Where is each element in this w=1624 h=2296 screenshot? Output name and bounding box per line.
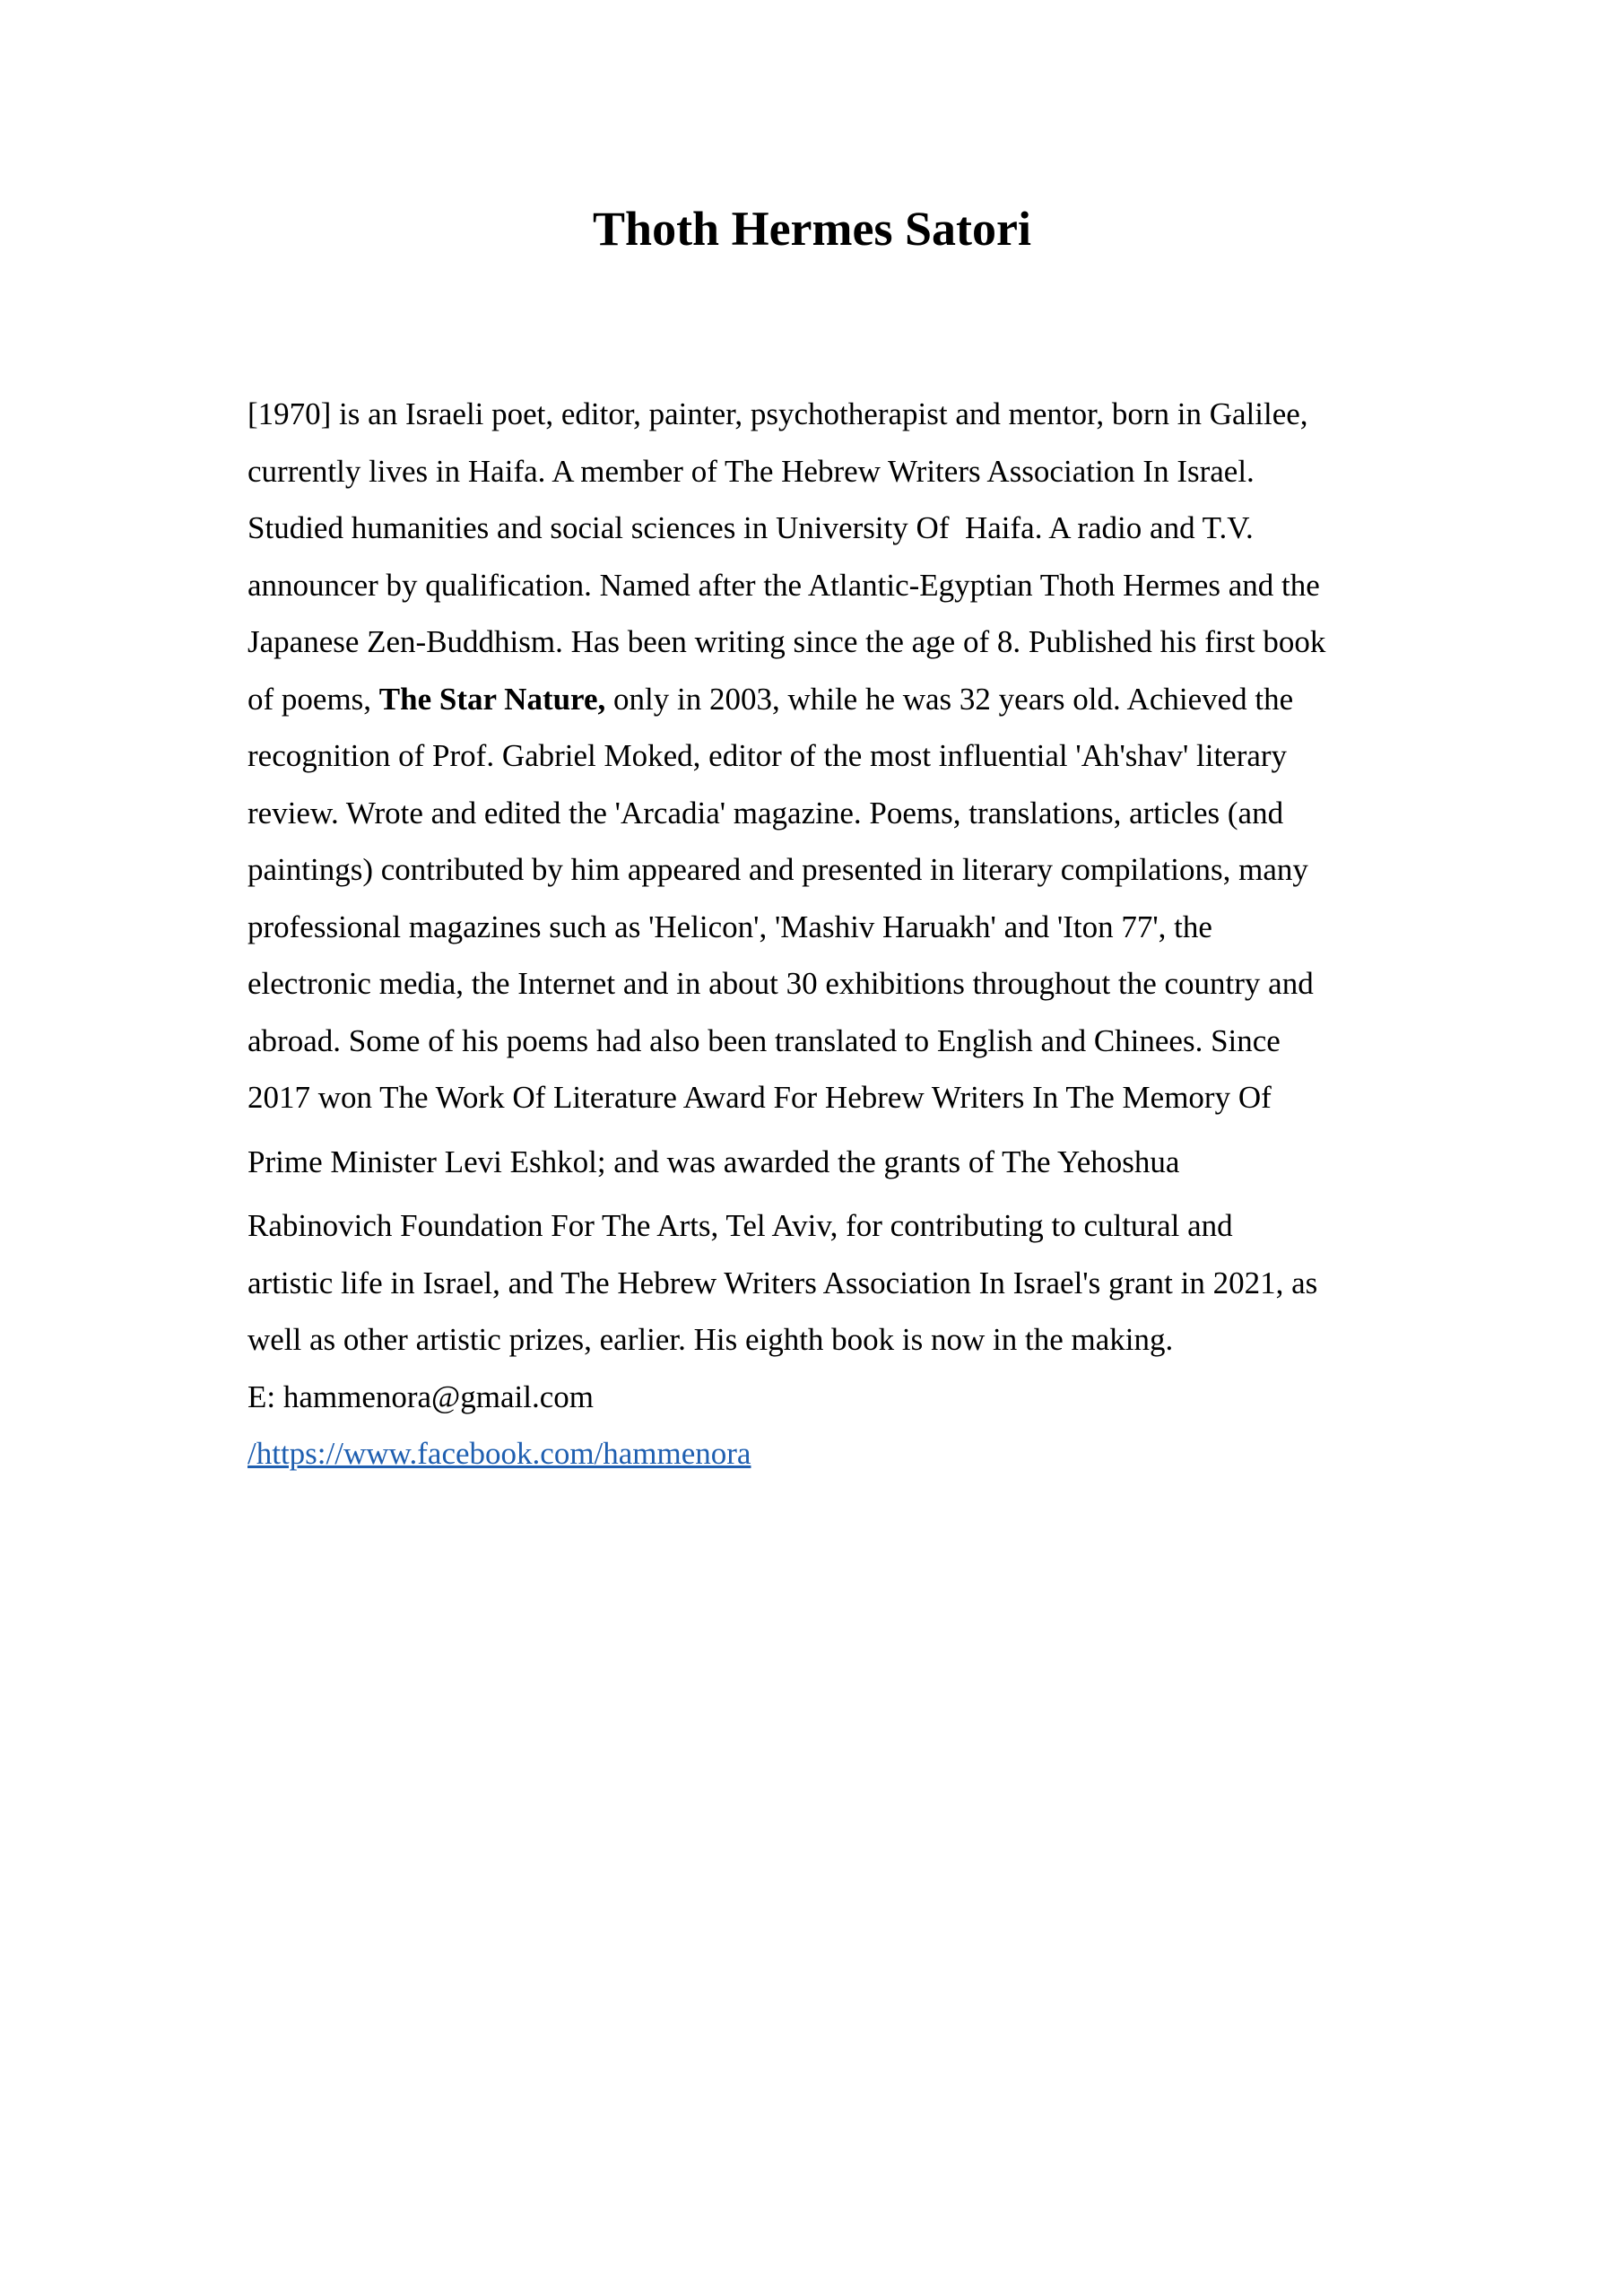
bio-line-3: Studied humanities and social sciences in University Of Haifa. A radio and T.V. xyxy=(248,510,1254,545)
bio-line-17: well as other artistic prizes, earlier. His eighth book is now in the making. xyxy=(248,1322,1174,1357)
bio-line-11: electronic media, the Internet and in about 30 exhibitions throughout the country and xyxy=(248,966,1314,1001)
bio-line-6 xyxy=(248,671,1404,728)
bio-line-6-start: of poems, xyxy=(248,681,379,717)
bio-line-9: paintings) contributed by him appeared and presented in literary compilations, many xyxy=(248,852,1308,887)
bio-line-12: abroad. Some of his poems had also been translated to English and Chinees. Since xyxy=(248,1022,1281,1058)
bio-line-14: Prime Minister Levi Eshkol; and was awarded the grants of The Yehoshua xyxy=(248,1144,1180,1179)
book-title-bold: The Star Nature, xyxy=(378,681,606,717)
facebook-link[interactable]: /https://www.facebook.com/hammenora xyxy=(248,1436,751,1471)
bio-line-1: [1970] is an Israeli poet, editor, painter, psychotherapist and mentor, born in Galilee, xyxy=(248,396,1308,431)
bio-line-7: recognition of Prof. Gabriel Moked, editor of the most influential 'Ah'shav' literary xyxy=(248,738,1288,773)
bio-line-13: 2017 won The Work Of Literature Award For Hebrew Writers In The Memory Of xyxy=(248,1080,1272,1115)
bio-line-5: Japanese Zen-Buddhism. Has been writing since the age of 8. Published his first book xyxy=(248,624,1326,659)
email-line: E: hammenora@gmail.com xyxy=(248,1378,595,1414)
bio-line-2: currently lives in Haifa. A member of The Hebrew Writers Association In Israel. xyxy=(248,453,1255,489)
bio-line-8: review. Wrote and edited the 'Arcadia' magazine. Poems, translations, articles (and xyxy=(248,795,1284,831)
bio-line-15: Rabinovich Foundation For The Arts, Tel Aviv, for contributing to cultural and xyxy=(248,1208,1233,1243)
bio-line-6-end: only in 2003, while he was 32 years old. Achieved the xyxy=(605,681,1294,717)
facebook-line xyxy=(248,1425,1404,1483)
bio-line-10: professional magazines such as 'Helicon', 'Mashiv Haruakh' and 'Iton 77', the xyxy=(248,909,1212,944)
bio-line-4: announcer by qualification. Named after the Atlantic-Egyptian Thoth Hermes and the xyxy=(248,567,1320,603)
bio-line-16: artistic life in Israel, and The Hebrew Writers Association In Israel's grant in 2021, as xyxy=(248,1265,1318,1300)
bio-body xyxy=(248,386,1404,1483)
page-title: Thoth Hermes Satori xyxy=(593,202,1031,256)
